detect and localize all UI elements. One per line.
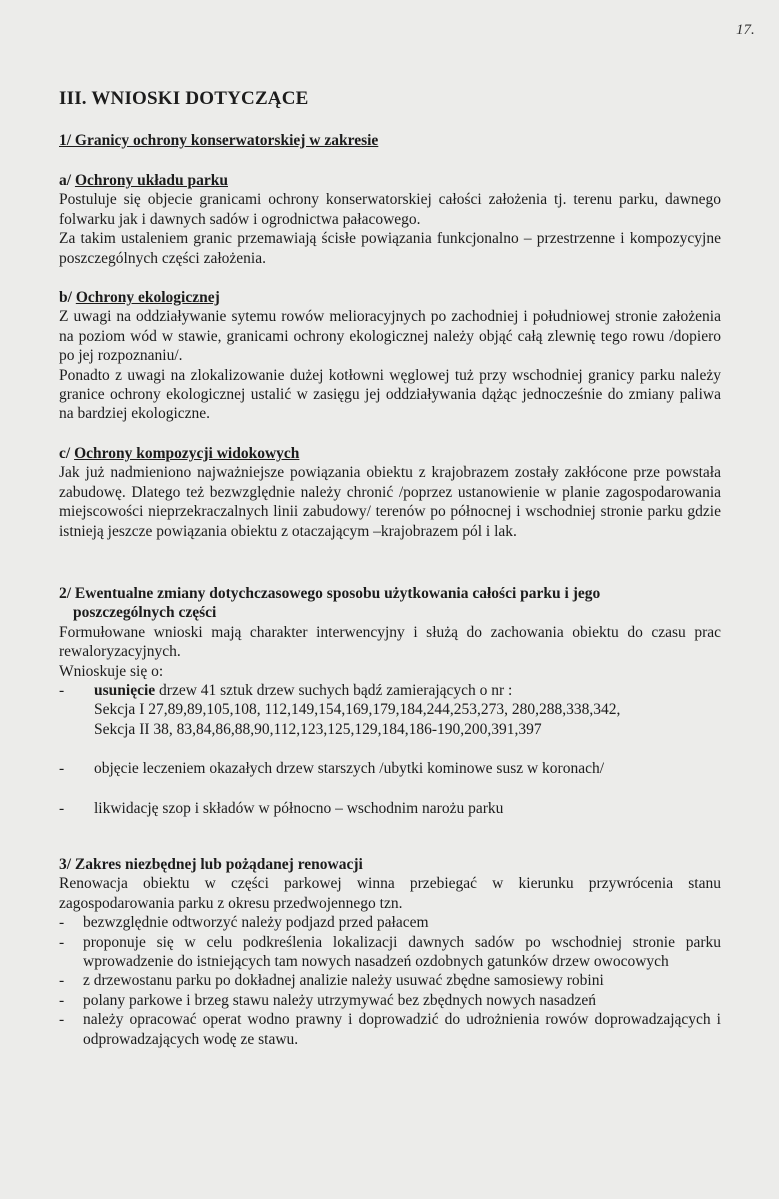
section1-heading: 1/ Granicy ochrony konserwatorskiej w zakresie (59, 132, 379, 149)
section1-c (59, 444, 721, 541)
section1-b (59, 288, 721, 424)
subsection-c-para1: Jak już nadmieniono najważniejsze powiązania obiektu z krajobrazem zostały zakłócone prze powstała zabudowę. Dlatego też bezwzględnie należy chronić /poprzez ustanowienie w planie zagospodarowania miejscowości nieprzekraczalnych linii zabudowy/ terenów po północnej i wschodniej stronie parku gdzie istnieją jeszcze powiązania obiektu z otaczającym –krajobrazem pól i lak. (59, 464, 721, 540)
list-item: - proponuje się w celu podkreślenia lokalizacji dawnych sadów po wschodniej stronie parku wprowadzenie do istniejących tam nowych nasadzeń ozdobnych gatunków drzew owocowych (59, 933, 721, 971)
section2-heading: 2/ Ewentualne zmiany dotychczasowego sposobu użytkowania całości parku i jego poszczególnych części (59, 585, 601, 622)
list-item: - należy opracować operat wodno prawny i doprowadzić do udrożnienia rowów doprowadzających i odprowadzających wodę ze stawu. (59, 1011, 721, 1048)
section3 (59, 855, 721, 1049)
list-item: - likwidację szop i składów w północno – wschodnim narożu parku (59, 799, 504, 817)
subsection-b-para2: Ponadto z uwagi na zlokalizowanie dużej kotłowni węglowej tuż przy wschodniej granicy parku należy granice ochrony ekologicznej ustalić w zasięgu jej oddziaływania dążąc jednocześnie do zmiany paliwa na bardziej ekologiczne. (59, 366, 721, 423)
section2 (59, 584, 721, 818)
section1-a (59, 171, 721, 268)
list-item: - polany parkowe i brzeg stawu należy utrzymywać bez zbędnych nowych nasadzeń (59, 991, 597, 1009)
page-title: III. WNIOSKI DOTYCZĄCE (59, 88, 309, 109)
subsection-a-para2: Za takim ustaleniem granic przemawiają ścisłe powiązania funkcjonalno – przestrzenne i kompozycyjne poszczególnych części założenia. (59, 230, 721, 267)
subsection-a-para1: Postuluje się objecie granicami ochrony konserwatorskiej całości założenia tj. terenu parku, dawnego folwarku jak i dawnych sadów i ogrodnictwa pałacowego. (59, 191, 721, 228)
section2-para2: Wnioskuje się o: (59, 662, 164, 680)
list-item: - usunięcie drzew 41 sztuk drzew suchych bądź zamierających o nr : Sekcja I 27,89,89,105,108, 112,149,154,169,179,184,244,253,273, 280,288,338,342, Sekcja II 38, 83,84,86,88,90,112,123,125,129,184,186-190,200,391,397 (59, 682, 621, 738)
list-item: - bezwzględnie odtworzyć należy podjazd przed pałacem (59, 914, 429, 932)
section3-para1: Renowacja obiektu w części parkowej winna przebiegać w kierunku przywrócenia stanu zagospodarowania parku z okresu przedwojennego tzn. (59, 875, 721, 912)
subsection-a-heading: a/ Ochrony układu parku (59, 172, 228, 189)
subsection-b-para1: Z uwagi na oddziaływanie sytemu rowów melioracyjnych po zachodniej i południowej stronie założenia na poziom wód w stawie, granicami ochrony ekologicznej należy objąć całą zlewnię tego rowu /dopiero po jej rozpoznaniu/. (59, 308, 721, 365)
subsection-c-heading: c/ Ochrony kompozycji widokowych (59, 445, 300, 462)
section3-heading: 3/ Zakres niezbędnej lub pożądanej renowacji (59, 856, 363, 873)
subsection-b-heading: b/ Ochrony ekologicznej (59, 289, 220, 306)
page-number: 17. (736, 22, 755, 38)
list-item: - objęcie leczeniem okazałych drzew starszych /ubytki kominowe susz w koronach/ (59, 760, 605, 778)
list-item: - z drzewostanu parku po dokładnej analizie należy usuwać zbędne samosiewy robini (59, 972, 604, 990)
section2-para1: Formułowane wnioski mają charakter interwencyjny i służą do zachowania obiektu do czasu prac rewaloryzacyjnych. (59, 623, 721, 661)
